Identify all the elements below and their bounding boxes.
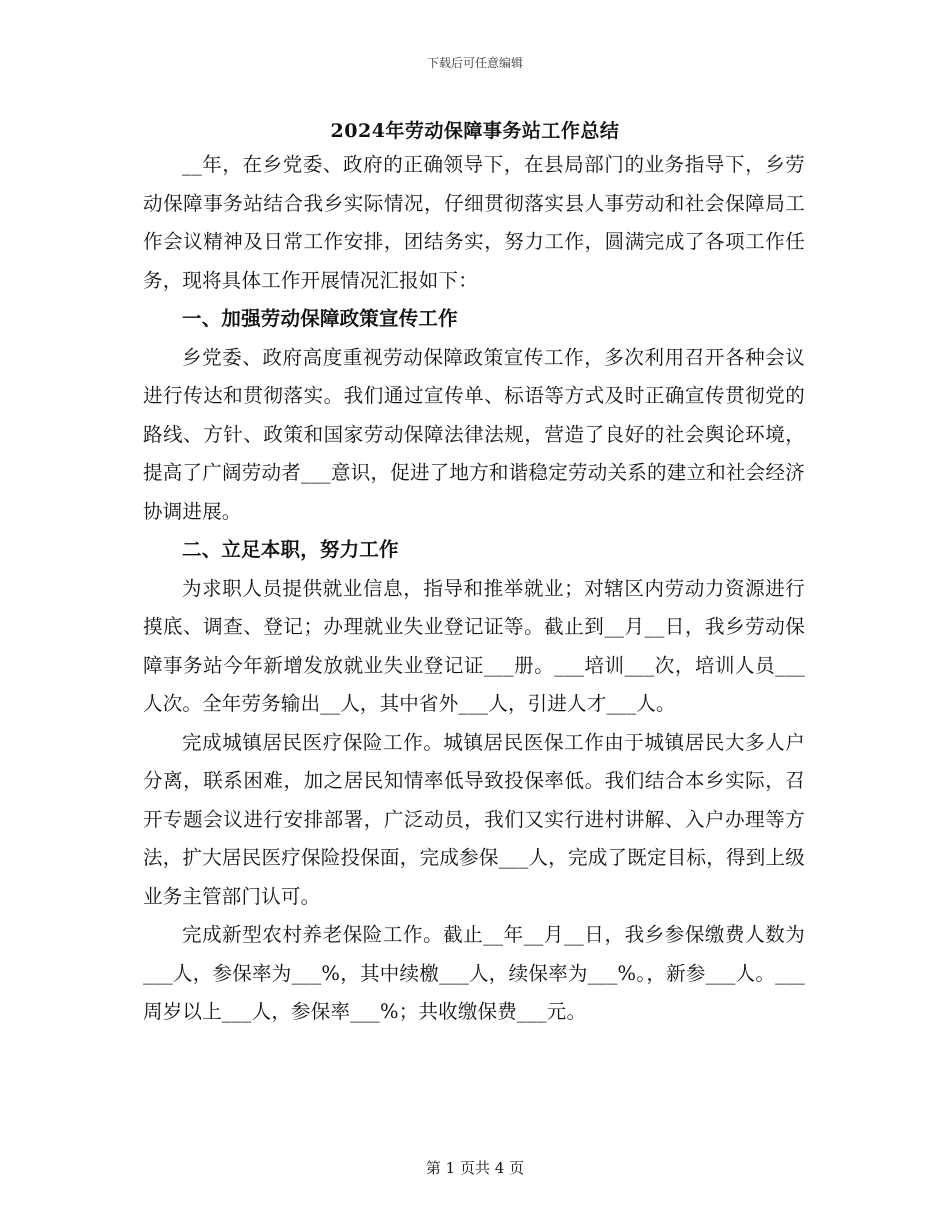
- section-1-heading: 一、加强劳动保障政策宣传工作: [182, 307, 458, 330]
- header-note: 下载后可任意编辑: [426, 56, 523, 70]
- section-2-paragraph-medical-insurance: 完成城镇居民医疗保险工作。城镇居民医保工作由于城镇居民大多人户分离，联系困难，加之居民知情率低导致投保率低。我们结合本乡实际，召开专题会议进行安排部署，广泛动员，我们又实行进村讲解、入户办理等方法，扩大居民医疗保险投保面，完成参保___人，完成了既定目标，得到上级业务主管部门认可。: [143, 730, 805, 908]
- intro-paragraph: __年，在乡党委、政府的正确领导下，在县局部门的业务指导下，乡劳动保障事务站结合我乡实际情况，仔细贯彻落实县人事劳动和社会保障局工作会议精神及日常工作安排，团结务实，努力工作，圆满完成了各项工作任务，现将具体工作开展情况汇报如下：: [143, 153, 805, 292]
- document-title: 2024年劳动保障事务站工作总结: [330, 120, 620, 142]
- section-2-heading: 二、立足本职，努力工作: [182, 538, 399, 561]
- document-body: [143, 146, 805, 1032]
- section-2-paragraph-employment: 为求职人员提供就业信息，指导和推举就业；对辖区内劳动力资源进行摸底、调查、登记；办理就业失业登记证等。截止到__月__日，我乡劳动保障事务站今年新增发放就业失业登记证___册。___培训___次，培训人员___人次。全年劳务输出__人，其中省外___人，引进人才___人。: [143, 576, 805, 715]
- page-number: 第 1 页共 4 页: [425, 1159, 525, 1177]
- section-1-paragraph: 乡党委、政府高度重视劳动保障政策宣传工作，多次利用召开各种会议进行传达和贯彻落实。我们通过宣传单、标语等方式及时正确宣传贯彻党的路线、方针、政策和国家劳动保障法律法规，营造了良好的社会舆论环境，提高了广阔劳动者___意识，促进了地方和谐稳定劳动关系的建立和社会经济协调进展。: [143, 345, 805, 523]
- section-2-paragraph-pension-insurance: 完成新型农村养老保险工作。截止__年__月__日，我乡参保缴费人数为___人，参保率为___%，其中续檄___人，续保率为___%。，新参___人。___周岁以上___人，参保率___%；共收缴保费___元。: [143, 923, 805, 1023]
